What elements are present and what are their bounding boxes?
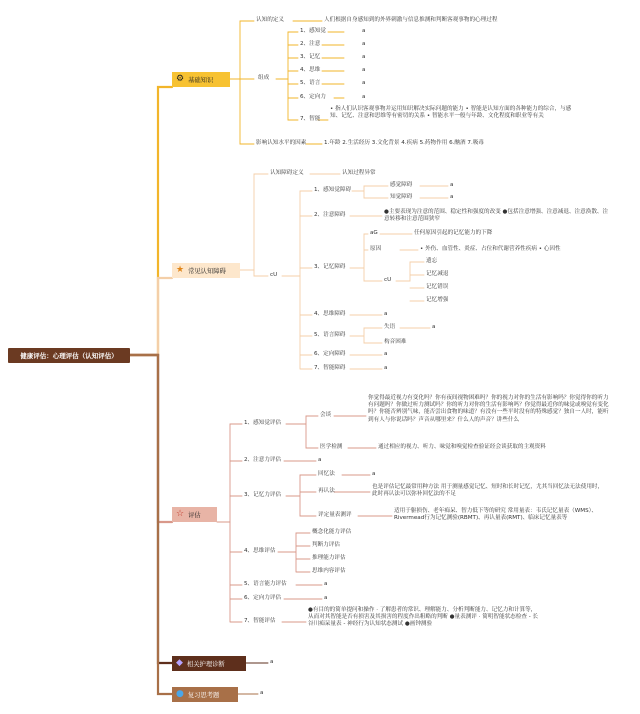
assess-recognition-text: 也是评估记忆最常用种方法 用于测量感觉记忆、短时和长时记忆，尤其当回忆法无法使用时，此时再认法可以弥补回忆法的不足 — [372, 484, 604, 498]
basic-intelligence-label[interactable]: 7、智能 — [300, 116, 321, 122]
basic-def-text: 人们根据自身感知到的外界刺激与信息推测和判断客观事物的心理过程 — [324, 17, 498, 23]
placeholder-a: a — [260, 690, 264, 696]
node-common-disorders[interactable] — [172, 263, 240, 278]
disorder-memory-cause-label[interactable]: 原因 — [370, 246, 382, 252]
node-basic-knowledge[interactable] — [172, 72, 230, 87]
basic-item[interactable]: 5、语言 — [300, 80, 321, 86]
placeholder-a: a — [450, 194, 454, 200]
basic-item[interactable]: 3、记忆 — [300, 54, 321, 60]
placeholder-a: a — [362, 54, 366, 60]
assess-intelligence-text: ●有目的的简单提问和操作 · 了解患者的常识、理解能力、分析判断能力、记忆力和计算等，从而对其智能是否有损害及其损害的程度作出粗略的判断 ●量表测评 · 简明智能状态检查 - 长谷川痴呆量表 - 神经行为认知状态测试 ●画钟测验 — [308, 607, 539, 628]
disorder-memory-cu[interactable]: cU — [384, 277, 392, 283]
placeholder-a: a — [362, 94, 366, 100]
assess-talk-text: 你觉得最近视力有变化吗？你有夜间视物困难吗？你的视力对你的生活有影响吗？你觉得你的听力有问题吗？你做过听力测试吗？你的听力对你的生活有影响吗？你觉得最近你的味觉或嗅觉有变化吗？你能否辨别气味，能否尝出食物的味道？有没有一些平时没有的特殊感觉？独自一人时，能听到有人与你说话吗？声音从哪里来？什么人的声音？讲些什么 — [368, 395, 609, 423]
assess-scale-text: 适用于躯损伤、老年痴呆、智力低下等的研究 常用量表：韦氏记忆量表（WMS）、Rivermead行为记忆测验(RBMT)、再认量表(RMT)、临床记忆量表等 — [394, 508, 598, 522]
disorder-attention-label[interactable]: 2、注意障碍 — [314, 212, 346, 218]
node-nursing-diagnosis[interactable] — [172, 656, 246, 671]
basic-factors-text: 1.年龄 2.生活经历 3.文化背景 4.疾病 5.药物作用 6.酗酒 7.吸毒 — [324, 140, 484, 146]
disorder-orientation-label[interactable]: 6、定向障碍 — [314, 351, 346, 357]
placeholder-a: a — [372, 471, 376, 477]
node-assessment[interactable] — [172, 507, 217, 522]
gear-icon: ⚙ — [176, 74, 185, 84]
assess-thinking-item[interactable]: 概念化能力评估 — [312, 529, 352, 535]
assess-sensory-label[interactable]: 1、感知觉评估 — [244, 420, 282, 426]
node-basic-knowledge-label: 基础知识 — [188, 77, 214, 84]
placeholder-a: a — [324, 595, 328, 601]
disorder-attention-text: ●主要表现为注意的范围、稳定性和强度的改变 ●包括注意增强、注意减退、注意涣散、注意转移和注意范围狭窄 — [384, 209, 609, 223]
disorder-language-item[interactable]: 构音困难 — [384, 339, 407, 345]
basic-item[interactable]: 1、感知觉 — [300, 28, 326, 34]
disorder-language-item[interactable]: 失语 — [384, 324, 396, 330]
node-nursing-diagnosis-label: 相关护理诊断 — [186, 661, 225, 668]
placeholder-a: a — [384, 351, 388, 357]
basic-item[interactable]: 6、定向力 — [300, 94, 326, 100]
assess-attention-label[interactable]: 2、注意力评估 — [244, 457, 282, 463]
disorder-sensory-label[interactable]: 1、感知觉障碍 — [314, 187, 352, 193]
assess-thinking-item[interactable]: 推理能力评估 — [312, 555, 346, 561]
assess-language-label[interactable]: 5、语言能力评估 — [244, 581, 287, 587]
disorder-thinking-label[interactable]: 4、思维障碍 — [314, 311, 346, 317]
disorder-sensory-item[interactable]: 感觉障碍 — [390, 182, 413, 188]
assess-memory-label[interactable]: 3、记忆力评估 — [244, 492, 282, 498]
assess-recognition-label[interactable]: 再认法 — [318, 488, 335, 494]
placeholder-a: a — [384, 365, 388, 371]
assess-thinking-item[interactable]: 思维内容评估 — [312, 568, 346, 574]
assess-thinking-item[interactable]: 判断力评估 — [312, 542, 340, 548]
assess-medical-label[interactable]: 医学检测 — [320, 444, 343, 450]
placeholder-a: a — [432, 324, 436, 330]
disorder-def-label[interactable]: 认知障碍定义 — [270, 170, 304, 176]
disorder-memory-cause-text: • 外伤、血管性、炎症、占位和代谢营养性疾病 • 心因性 — [420, 246, 561, 252]
root-node[interactable] — [8, 348, 130, 363]
disorder-memory-label[interactable]: 3、记忆障碍 — [314, 264, 346, 270]
placeholder-a: a — [450, 182, 454, 188]
disorder-sensory-item[interactable]: 知觉障碍 — [390, 194, 413, 200]
placeholder-a: a — [362, 41, 366, 47]
basic-composition-label[interactable]: 组成 — [258, 75, 270, 81]
assess-orientation-label[interactable]: 6、定向力评估 — [244, 595, 282, 601]
assess-scale-label[interactable]: 评定量表测评 — [318, 512, 352, 518]
basic-factors-label[interactable]: 影响认知水平的因素 — [256, 140, 307, 146]
assess-medical-text: 通过相应的视力、听力、味觉和嗅觉检查验证经会谈获取的主观资料 — [378, 444, 546, 450]
placeholder-a: a — [324, 581, 328, 587]
node-common-disorders-label: 常见认知障碍 — [188, 268, 226, 275]
disorder-memory-ag[interactable]: aG — [370, 230, 378, 236]
disorder-intelligence-label[interactable]: 7、智能障碍 — [314, 365, 346, 371]
star-outline-icon: ☆ — [176, 509, 185, 519]
assess-recall-label[interactable]: 回忆法 — [318, 471, 335, 477]
disorder-def-text: 认知过程异常 — [342, 170, 376, 176]
star-icon: ★ — [176, 265, 185, 275]
placeholder-a: a — [318, 457, 322, 463]
disorder-memory-type[interactable]: 记忆错误 — [426, 284, 449, 290]
placeholder-a: a — [270, 659, 274, 665]
disorder-cu-label[interactable]: cU — [270, 272, 278, 278]
basic-intelligence-text: • 指人们认识客观事物并运用知识解决实际问题的能力 • 智能是认知方面的各种能力的综合，与感知、记忆、注意和思维等有密切的关系 • 智能水平一般与年龄、文化程度和职业等有关 — [330, 106, 572, 120]
placeholder-a: a — [362, 67, 366, 73]
node-assessment-label: 评估 — [188, 512, 201, 519]
basic-def-label[interactable]: 认知的定义 — [256, 17, 284, 23]
disorder-memory-ag-text: 任何原因引起的记忆能力的下降 — [414, 230, 493, 236]
assess-talk-label[interactable]: 会谈 — [320, 412, 332, 418]
disorder-memory-type[interactable]: 记忆增强 — [426, 297, 449, 303]
basic-item[interactable]: 2、注意 — [300, 41, 321, 47]
placeholder-a: a — [362, 80, 366, 86]
disorder-memory-type[interactable]: 遗忘 — [426, 258, 438, 264]
node-review-questions-label: 复习思考题 — [187, 692, 220, 699]
globe-icon: ● — [176, 689, 184, 699]
diamond-icon: ◆ — [176, 658, 183, 668]
basic-item[interactable]: 4、思维 — [300, 67, 321, 73]
placeholder-a: a — [384, 311, 388, 317]
node-review-questions[interactable] — [172, 687, 238, 702]
placeholder-a: a — [362, 28, 366, 34]
root-title: 健康评估：心理评估（认知评估） — [20, 352, 118, 360]
disorder-language-label[interactable]: 5、语言障碍 — [314, 332, 346, 338]
disorder-memory-type[interactable]: 记忆减退 — [426, 271, 449, 277]
assess-thinking-label[interactable]: 4、思维评估 — [244, 548, 276, 554]
assess-intelligence-label[interactable]: 7、智能评估 — [244, 618, 276, 624]
